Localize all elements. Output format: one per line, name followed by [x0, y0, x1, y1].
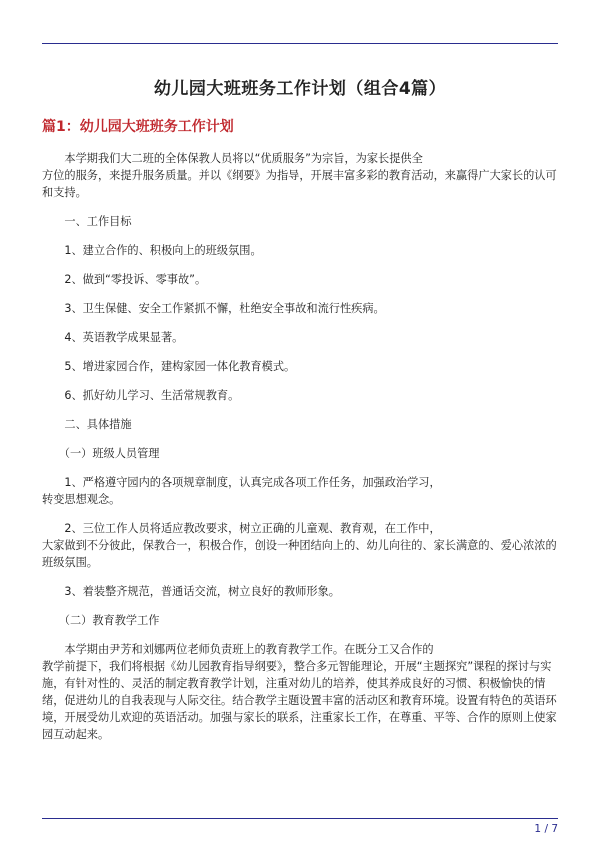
list-item: 3、着装整齐规范，普通话交流，树立良好的教师形象。 [42, 585, 340, 598]
header-rule [42, 43, 558, 44]
subheading-teaching: （二）教育教学工作 [42, 614, 160, 627]
subheading-staff: （一）班级人员管理 [42, 447, 160, 460]
list-item: 2、做到“零投诉、零事故”。 [42, 273, 207, 286]
document-title: 幼儿园大班班务工作计划（组合4篇） [153, 79, 447, 99]
list-item: 1、严格遵守园内的各项规章制度，认真完成各项工作任务，加强政治学习， 转变思想观念。 [42, 476, 441, 506]
heading-measures: 二、具体措施 [42, 418, 132, 431]
paragraph-intro: 本学期我们大二班的全体保教人员将以“优质服务”为宗旨，为家长提供全 方位的服务，来提升服务质量。并以《纲要》为指导，开展丰富多彩的教育活动，来赢得广大家长的认可和支持。 [42, 152, 557, 199]
heading-goals: 一、工作目标 [42, 215, 132, 228]
list-item: 5、增进家园合作，建构家园一体化教育模式。 [42, 360, 296, 373]
list-item: 2、三位工作人员将适应教改要求，树立正确的儿童观、教育观，在工作中， 大家做到不分彼此，保教合一，积极合作，创设一种团结向上的、幼儿向往的、家长满意的、爱心浓浓的班级氛围。 [42, 522, 557, 569]
list-item: 1、建立合作的、积极向上的班级氛围。 [42, 244, 262, 257]
paragraph-teaching: 本学期由尹芳和刘娜两位老师负责班上的教育教学工作。在既分工又合作的 教学前提下，我们将根据《幼儿园教育指导纲要》，整合多元智能理论，开展“主题探究”课程的探讨与实施，有针对性的、灵活的制定教育教学计划，注重对幼儿的培养，使其养成良好的习惯、积极愉快的情绪，促进幼儿的自我表现与人际交往。结合教学主题设置丰富的活动区和教育环境。设置有特色的英语环境，开展受幼儿欢迎的英语活动。加强与家长的联系，注重家长工作，在尊重、平等、合作的原则上使家园互动起来。 [42, 643, 557, 741]
page-number: 1 / 7 [534, 823, 558, 835]
list-item: 6、抓好幼儿学习、生活常规教育。 [42, 389, 240, 402]
footer-rule [42, 818, 558, 819]
list-item: 3、卫生保健、安全工作紧抓不懈，杜绝安全事故和流行性疾病。 [42, 302, 385, 315]
section-title: 篇1：幼儿园大班班务工作计划 [42, 119, 234, 135]
list-item: 4、英语教学成果显著。 [42, 331, 184, 344]
document-body [42, 150, 560, 755]
